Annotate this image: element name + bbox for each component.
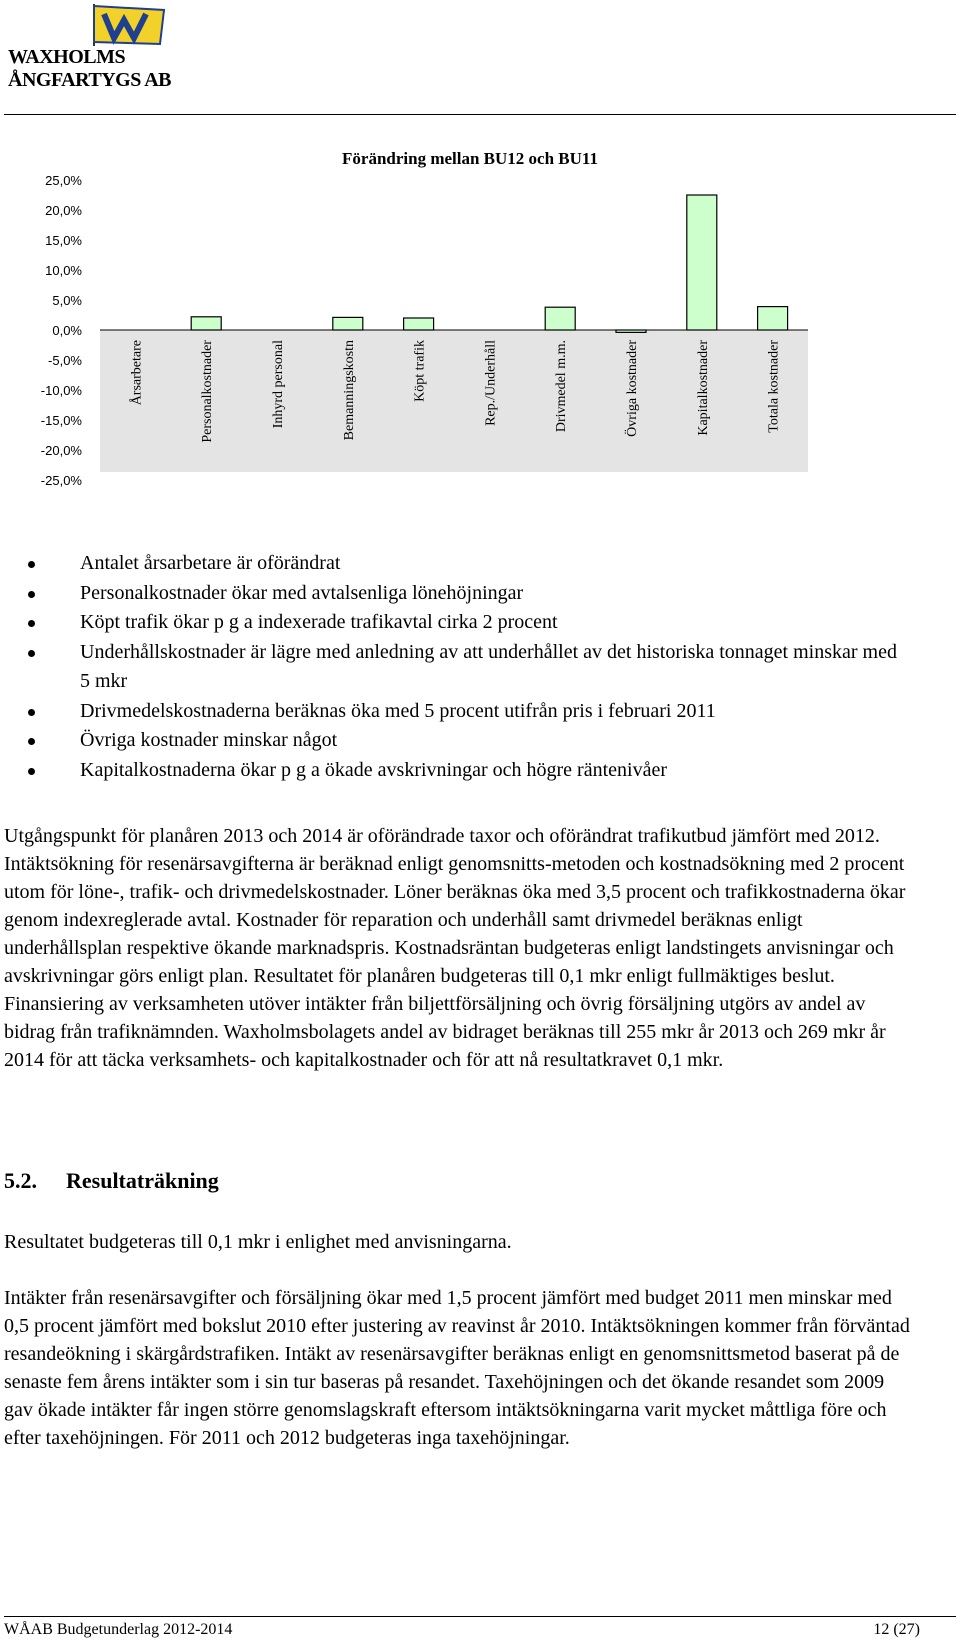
list-item: Drivmedelskostnaderna beräknas öka med 5 procent utifrån pris i februari 2011 (4, 697, 904, 727)
chart-bar (333, 317, 363, 330)
chart-bar (191, 317, 221, 330)
y-tick-label: 10,0% (45, 263, 82, 278)
page-number: 12 (27) (873, 1621, 920, 1638)
chart-bar (616, 330, 646, 332)
y-tick-label: 5,0% (52, 293, 82, 308)
chart-bar (687, 195, 717, 330)
y-tick-label: 25,0% (45, 173, 82, 188)
logo-text: WAXHOLMS ÅNGFARTYGS AB (8, 46, 172, 91)
chart-bar (404, 318, 434, 330)
body-paragraph: Utgångspunkt för planåren 2013 och 2014 är oförändrade taxor och oförändrat trafikutbud jämfört med 2012. Intäktsökning för resenärsavgifterna är beräknad enligt genomsnitts-metoden och kostnadsökning med 2 procent utom för löne-, trafik- och drivmedelskostnader. Löner beräknas öka med 3,5 procent och trafikkostnaderna ökar genom indexreglerade avtal. Kostnader för reparation och underhåll samt drivmedel beräknas enligt underhållsplan respektive ökande marknadspris. Kostnadsräntan budgeteras enligt landstingets anvisningar och avskrivningar görs enligt plan. Resultatet för planåren budgeteras till 0,1 mkr enligt fullmäktiges beslut. Finansiering av verksamheten utöver intäkter från biljettförsäljning och övrig försäljning utgörs av andel av bidrag från trafiknämnden. Waxholmsbolagets andel av bidraget beräknas till 255 mkr år 2013 och 269 mkr år 2014 för att täcka verksamhets- och kapitalkostnader och för att nå resultatkravet 0,1 mkr. (4, 825, 906, 1071)
x-category-label: Drivmedel m.m. (554, 340, 570, 433)
y-tick-label: -20,0% (40, 443, 82, 458)
x-category-label: Rep./Underhåll (483, 340, 499, 426)
list-item: Övriga kostnader minskar något (4, 726, 904, 756)
bullet-icon (28, 561, 35, 568)
list-item: Kapitalkostnaderna ökar p g a ökade avskrivningar och högre räntenivåer (4, 756, 904, 786)
y-tick-label: -25,0% (40, 473, 82, 488)
y-tick-label: -10,0% (40, 383, 82, 398)
y-tick-label: 0,0% (52, 323, 82, 338)
flag-icon (4, 2, 244, 50)
chart-bar (758, 307, 788, 330)
section-heading (4, 1168, 219, 1194)
x-category-label: Köpt trafik (412, 340, 428, 402)
list-item: Köpt trafik ökar p g a indexerade trafikavtal cirka 2 procent (4, 608, 904, 638)
x-category-label: Totala kostnader (766, 340, 782, 433)
chart-svg (0, 140, 880, 520)
bullet-icon (28, 768, 35, 775)
list-item: Antalet årsarbetare är oförändrat (4, 549, 904, 579)
header-divider (4, 114, 956, 115)
bullet-list (4, 549, 904, 785)
body-paragraph: Intäkter från resenärsavgifter och försäljning ökar med 1,5 procent jämfört med budget 2011 men minskar med 0,5 procent jämfört med bokslut 2010 efter justering av reavinst år 2010. Intäktsökningen kommer från förväntad resandeökning i skärgårdstrafiken. Intäkt av resenärsavgifter beräknas enligt en genomsnittsmetod baserat på de senaste fem årens intäkter som i sin tur baseras på resandet. Taxehöjningen och det ökande resandet som 2009 gav ökade intäkter får ingen större genomslagskraft eftersom intäktsökningarna varit mycket måttliga före och efter taxehöjningen. För 2011 och 2012 budgeteras inga taxehöjningar. (4, 1287, 910, 1449)
x-category-label: Kapitalkostnader (695, 340, 711, 436)
footer-title: WÅAB Budgetunderlag 2012-2014 (4, 1621, 233, 1638)
y-tick-label: 20,0% (45, 203, 82, 218)
company-logo (4, 2, 244, 91)
x-category-label: Inhyrd personal (271, 340, 286, 429)
section-title: Resultaträkning (66, 1168, 219, 1193)
bullet-icon (28, 591, 35, 598)
body-paragraph: Resultatet budgeteras till 0,1 mkr i enlighet med anvisningarna. (4, 1231, 512, 1253)
section-number: 5.2. (4, 1168, 37, 1193)
bullet-icon (28, 620, 35, 627)
y-tick-label: 15,0% (45, 233, 82, 248)
chart-bar (545, 307, 575, 330)
x-category-label: Bemanningskostn (341, 340, 357, 441)
x-category-label: Personalkostnader (200, 340, 216, 443)
list-item: Underhållskostnader är lägre med anledning av att underhållet av det historiska tonnaget minskar med 5 mkr (4, 638, 904, 697)
footer-divider (4, 1616, 956, 1617)
bullet-icon (28, 709, 35, 716)
x-category-label: Årsarbetare (129, 340, 145, 406)
bullet-icon (28, 738, 35, 745)
y-tick-label: -15,0% (40, 413, 82, 428)
y-tick-label: -5,0% (48, 353, 82, 368)
chart-title: Förändring mellan BU12 och BU11 (342, 149, 598, 168)
x-category-label: Övriga kostnader (625, 340, 640, 437)
list-item: Personalkostnader ökar med avtalsenliga lönehöjningar (4, 579, 904, 609)
bullet-icon (28, 650, 35, 657)
bar-chart (0, 140, 880, 520)
